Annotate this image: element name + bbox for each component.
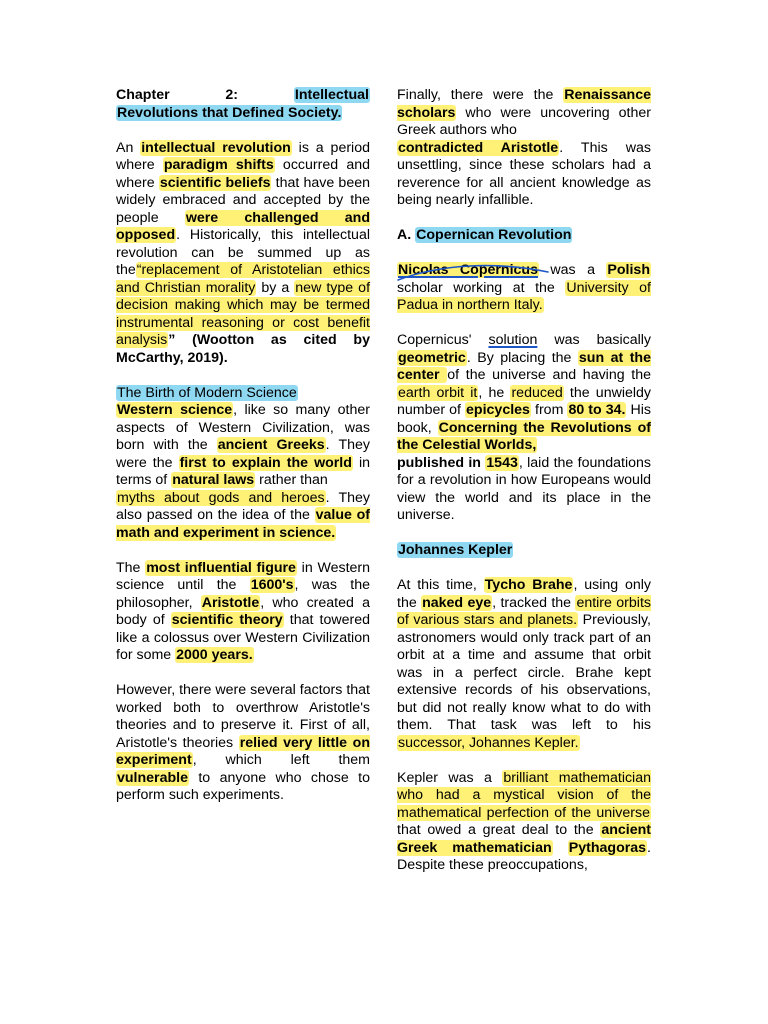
paragraph-renaissance-scholars: Finally, there were the Renaissance scholars who were uncovering other Greek authors who contradicted Aristotle. This was unsettling, since these scholars had a reverence for all ancient knowledge as being nearly infallible. bbox=[397, 87, 651, 208]
paragraph-copernicus: Nicolas Copernicus was a Polish scholar working at the University of Padua in northern Italy. bbox=[397, 262, 651, 313]
chapter-title-part-a: Intellectual bbox=[294, 87, 369, 103]
paragraph-factors: However, there were several factors that worked both to overthrow Aristotle's theories and to preserve it. First of all, Aristotle's theories relied very little on experiment, which left them vulnerable to anyone who chose to perform such experiments. bbox=[116, 682, 370, 803]
chapter-title-part-b: Revolutions that Defined Society. bbox=[117, 104, 342, 121]
heading-birth-of-modern-science: The Birth of Modern Science bbox=[117, 384, 297, 401]
paragraph-western-science: Western science, like so many other aspects of Western Civilization, was born with the ancient Greeks. They were the first to explain the world in terms of natural laws rather than myths about gods and heroes. They also passed on the idea of the value of math and experiment in science. bbox=[116, 402, 371, 541]
paragraph-intellectual-revolution: An intellectual revolution is a period where paradigm shifts occurred and where scientific beliefs that have been widely embraced and accepted by the people were challenged and opposed. Historically, this intellectual revolution can be summed up as the“replacement of Aristotelian ethics and Christian morality by a new type of decision making which may be termed instrumental reasoning or cost benefit analysis” (Wootton as cited by McCarthy, 2019). bbox=[116, 139, 371, 366]
paragraph-copernicus-solution: Copernicus' solution was basically geometric. By placing the sun at the center of the universe and having the earth orbit it, he reduced the unwieldy number of epicycles from 80 to 34. His book, Concerning the Revolutions of the Celestial Worlds, published in 1543, laid the foundations for a revolution in how Europeans would view the world and its place in the universe. bbox=[397, 332, 652, 523]
paragraph-tycho-brahe: At this time, Tycho Brahe, using only the naked eye, tracked the entire orbits of various stars and planets. Previously, astronomers would only track part of an orbit at a time and assume that orbit was in a perfect circle. Brahe kept extensive records of his observations, but did not really know what to do with them. That task was left to his successor, Johannes Kepler. bbox=[397, 577, 651, 751]
heading-johannes-kepler: Johannes Kepler bbox=[398, 542, 513, 558]
heading-copernican-revolution: A. Copernican Revolution bbox=[397, 227, 572, 243]
left-column bbox=[116, 87, 370, 822]
chapter-label: Chapter 2: bbox=[116, 87, 239, 103]
paragraph-aristotle: The most influential figure in Western science until the 1600's, was the philosopher, Aristotle, who created a body of scientific theory that towered like a colossus over Western Civilization for some 2000 years. bbox=[116, 559, 371, 663]
chapter-title bbox=[116, 87, 370, 122]
paragraph-kepler: Kepler was a brilliant mathematician who had a mystical vision of the mathematical perfection of the universe that owed a great deal to the ancient Greek mathematician Pythagoras. Despite these preoccupations, bbox=[397, 769, 651, 873]
right-column bbox=[397, 87, 651, 892]
